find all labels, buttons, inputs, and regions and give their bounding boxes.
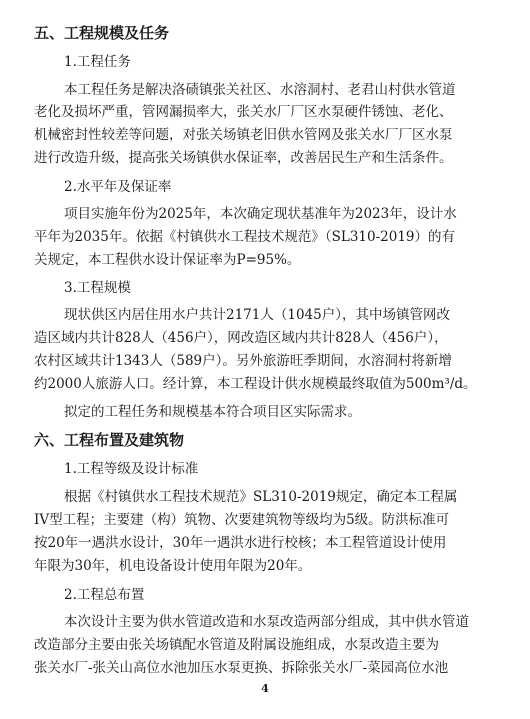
task-subheading: 1.工程任务	[64, 54, 131, 70]
level-subheading: 2.水平年及保证率	[64, 179, 172, 195]
paragraph-line: 造区域内共计828人（456户），网改造区域内共计828人（456户），	[34, 330, 448, 346]
paragraph-line: 现状供区内居住用水户共计2171人（1045户），其中场镇管网改	[64, 307, 450, 323]
paragraph-line: 关规定，本工程供水设计保证率为P=95%。	[34, 252, 301, 268]
paragraph-line: 改造部分主要由张关场镇配水管道及附属设施组成，水泵改造主要为	[34, 637, 439, 653]
paragraph-line: 进行改造升级，提高张关场镇供水保证率，改善居民生产和生活条件。	[34, 150, 453, 166]
paragraph-line: 约2000人旅游人口。经计算，本工程设计供水规模最终取值为500m³/d。	[34, 376, 477, 392]
paragraph-line: 拟定的工程任务和规模基本符合项目区实际需求。	[64, 404, 361, 420]
scale-subheading: 3.工程规模	[64, 280, 131, 296]
section-6-heading: 六、工程布置及建筑物	[34, 431, 185, 449]
grade-subheading: 1.工程等级及设计标准	[64, 461, 199, 477]
paragraph-line: 本次设计主要为供水管道改造和水泵改造两部分组成，其中供水管道	[64, 614, 469, 630]
paragraph-line: 项目实施年份为2025年，本次确定现状基准年为2023年，设计水	[64, 206, 457, 222]
paragraph-line: IV型工程；主要建（构）筑物、次要建筑物等级均为5级。防洪标准可	[34, 512, 450, 528]
paragraph-line: 根据《村镇供水工程技术规范》SL310-2019规定，确定本工程属	[64, 489, 458, 505]
paragraph-line: 张关水厂-张关山高位水池加压水泵更换、拆除张关水厂-菜园高位水池	[34, 660, 449, 676]
paragraph-line: 老化及损坏严重，管网漏损率大，张关水厂厂区水泵硬件锈蚀、老化、	[34, 104, 453, 120]
paragraph-line: 平年为2035年。依据《村镇供水工程技术规范》（SL310-2019）的有	[34, 229, 456, 245]
paragraph-line: 年限为30年，机电设备设计使用年限为20年。	[34, 558, 312, 574]
page-number: 4	[261, 682, 269, 695]
layout-subheading: 2.工程总布置	[64, 587, 145, 603]
paragraph-line: 本工程任务是解决洛碛镇张关社区、水溶洞村、老君山村供水管道	[64, 82, 456, 98]
paragraph-line: 按20年一遇洪水设计，30年一遇洪水进行校核；本工程管道设计使用	[34, 535, 447, 551]
section-5-heading: 五、工程规模及任务	[34, 24, 170, 42]
paragraph-line: 农村区域共计1343人（589户）。另外旅游旺季期间，水溶洞村将新增	[34, 353, 452, 369]
paragraph-line: 机械密封性较差等问题，对张关场镇老旧供水管网及张关水厂厂区水泵	[34, 127, 453, 143]
